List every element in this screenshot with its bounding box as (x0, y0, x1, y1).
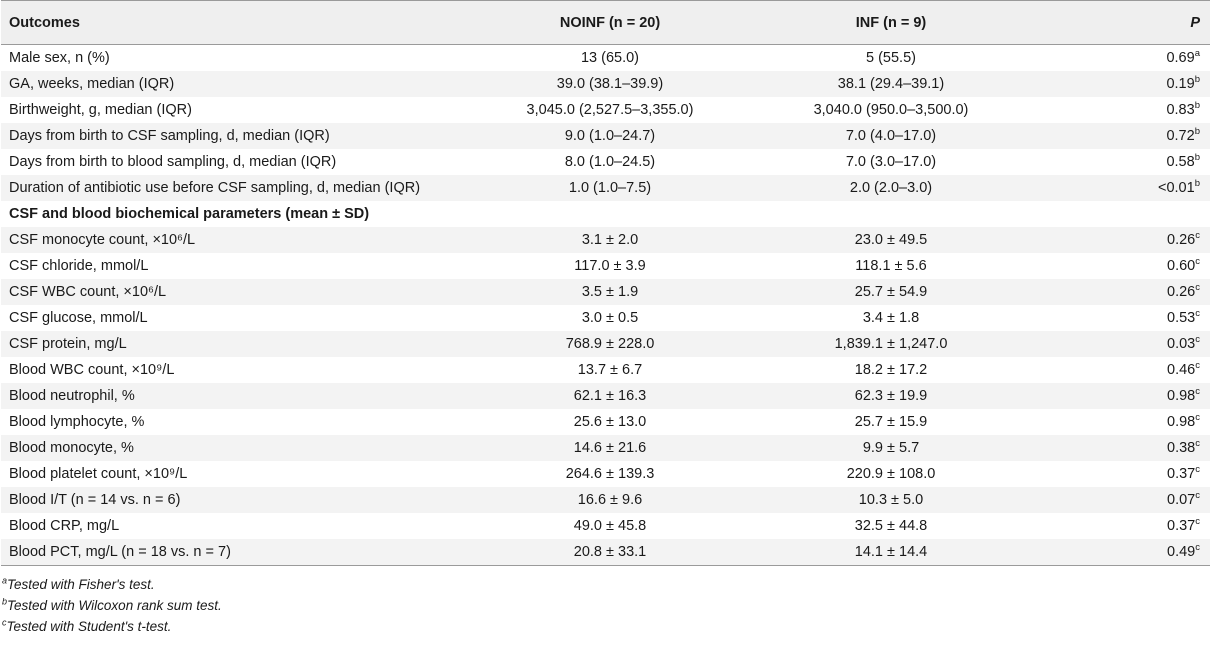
footnote-marker: b (1194, 152, 1200, 164)
footnote-marker: c (1195, 334, 1200, 346)
cell-noinf: 16.6 ± 9.6 (487, 487, 733, 513)
cell-p-value (1049, 97, 1210, 123)
cell-inf: 7.0 (3.0–17.0) (845, 154, 937, 170)
cell-inf: 38.1 (29.4–39.1) (733, 71, 1049, 97)
footnote-marker: c (1195, 360, 1200, 372)
footnote-marker: a (1194, 48, 1200, 60)
row-label: Blood PCT, mg/L (n = 18 vs. n = 7) (1, 539, 487, 566)
table-row (1, 97, 1210, 123)
row-label: Blood I/T (n = 14 vs. n = 6) (1, 487, 487, 513)
cell-p-value (1049, 539, 1210, 566)
cell-p-value (1049, 45, 1210, 72)
header-inf: INF (n = 9) (733, 1, 1049, 45)
cell-p-value (1049, 409, 1210, 435)
cell-inf (733, 201, 1049, 227)
table-row (1, 409, 1210, 435)
cell-p-value (1049, 513, 1210, 539)
cell-p-value (1049, 487, 1210, 513)
table-section-row (1, 201, 1210, 227)
cell-noinf: 39.0 (38.1–39.9) (487, 71, 733, 97)
footnote-marker: c (1195, 230, 1200, 242)
row-label: Male sex, n (%) (9, 50, 110, 66)
p-value: 0.98 (1167, 388, 1196, 404)
row-label: CSF and blood biochemical parameters (mean ± SD) (9, 206, 370, 222)
header-outcomes: Outcomes (1, 1, 487, 45)
cell-p-value (1049, 383, 1210, 409)
cell-inf: 10.3 ± 5.0 (733, 487, 1049, 513)
cell-inf: 220.9 ± 108.0 (846, 466, 936, 482)
cell-inf: 32.5 ± 44.8 (854, 518, 928, 534)
p-value: 0.26 (1167, 232, 1196, 248)
p-value: 0.37 (1167, 518, 1196, 534)
p-value: 0.07 (1167, 492, 1196, 508)
cell-p-value (1049, 201, 1210, 227)
table-row (1, 461, 1210, 487)
row-label: CSF monocyte count, ×10⁶/L (1, 227, 487, 253)
cell-noinf: 768.9 ± 228.0 (487, 331, 733, 357)
cell-p-value (1049, 279, 1210, 305)
cell-p-value (1049, 227, 1210, 253)
table-body (1, 45, 1210, 566)
cell-inf: 3.4 ± 1.8 (862, 310, 920, 326)
cell-inf: 3,040.0 (950.0–3,500.0) (813, 102, 969, 118)
cell-p-value (1049, 71, 1210, 97)
p-value: 0.46 (1167, 362, 1196, 378)
cell-noinf: 8.0 (1.0–24.5) (564, 154, 656, 170)
cell-noinf: 49.0 ± 45.8 (573, 518, 647, 534)
table-row (1, 435, 1210, 461)
row-label: Duration of antibiotic use before CSF sampling, d, median (IQR) (1, 175, 487, 201)
row-label: CSF glucose, mmol/L (9, 310, 148, 326)
row-label: Days from birth to blood sampling, d, median (IQR) (9, 154, 337, 170)
row-label: Blood neutrophil, % (1, 383, 487, 409)
footnote-mark: c (2, 617, 7, 628)
row-label: Blood lymphocyte, % (9, 414, 145, 430)
table-row (1, 539, 1210, 566)
footnote-mark: b (2, 596, 8, 607)
cell-p-value (1049, 149, 1210, 175)
p-value: 0.19 (1166, 76, 1195, 92)
footnote (2, 574, 1145, 595)
cell-inf: 25.7 ± 15.9 (854, 414, 928, 430)
p-value: 0.37 (1167, 466, 1196, 482)
table-header-row (1, 1, 1210, 45)
cell-inf: 118.1 ± 5.6 (855, 258, 927, 274)
p-value: 0.83 (1166, 102, 1195, 118)
p-value: 0.58 (1166, 154, 1195, 170)
p-value: 0.38 (1167, 440, 1196, 456)
table-row (1, 71, 1210, 97)
p-value: 0.26 (1167, 284, 1196, 300)
table-row (1, 279, 1210, 305)
p-value: 0.72 (1166, 128, 1195, 144)
cell-p-value (1049, 253, 1210, 279)
table-row (1, 357, 1210, 383)
footnote-marker: b (1194, 126, 1200, 138)
cell-inf: 2.0 (2.0–3.0) (733, 175, 1049, 201)
row-label: CSF chloride, mmol/L (9, 258, 149, 274)
cell-inf: 5 (55.5) (866, 50, 916, 66)
footnote-marker: c (1195, 516, 1200, 528)
footnote-marker: c (1195, 490, 1200, 502)
row-label: CSF protein, mg/L (1, 331, 487, 357)
footnote-marker: c (1195, 542, 1200, 554)
cell-noinf: 20.8 ± 33.1 (487, 539, 733, 566)
footnote-text: Tested with Student's t-test. (6, 619, 172, 634)
footnote-marker: c (1195, 412, 1200, 424)
header-noinf: NOINF (n = 20) (487, 1, 733, 45)
row-label: GA, weeks, median (IQR) (1, 71, 487, 97)
p-value: <0.01 (1158, 180, 1195, 196)
row-label: Blood platelet count, ×10⁹/L (9, 466, 188, 482)
footnote-marker: c (1195, 256, 1200, 268)
row-label: Blood CRP, mg/L (9, 518, 120, 534)
table-row (1, 383, 1210, 409)
table-row (1, 305, 1210, 331)
footnote (2, 616, 1145, 637)
cell-inf: 18.2 ± 17.2 (854, 362, 928, 378)
table-row (1, 331, 1210, 357)
footnote-marker: c (1195, 282, 1200, 294)
p-value: 0.69 (1166, 50, 1195, 66)
outcomes-table (1, 0, 1210, 566)
row-label: Blood monocyte, % (1, 435, 487, 461)
cell-noinf: 3.1 ± 2.0 (487, 227, 733, 253)
table-row (1, 123, 1210, 149)
cell-p-value (1049, 123, 1210, 149)
footnote-marker: b (1194, 100, 1200, 112)
header-p: P (1049, 1, 1210, 45)
footnote-marker: c (1195, 386, 1200, 398)
table-row (1, 175, 1210, 201)
cell-noinf: 25.6 ± 13.0 (573, 414, 647, 430)
cell-inf: 23.0 ± 49.5 (733, 227, 1049, 253)
cell-inf: 62.3 ± 19.9 (733, 383, 1049, 409)
table-row (1, 487, 1210, 513)
table-row (1, 253, 1210, 279)
row-label: Days from birth to CSF sampling, d, median (IQR) (1, 123, 487, 149)
cell-p-value (1049, 461, 1210, 487)
cell-noinf: 117.0 ± 3.9 (574, 258, 646, 274)
table-row (1, 45, 1210, 72)
cell-p-value (1049, 175, 1210, 201)
cell-noinf: 62.1 ± 16.3 (487, 383, 733, 409)
cell-noinf: 13.7 ± 6.7 (577, 362, 643, 378)
p-value: 0.60 (1167, 258, 1196, 274)
footnotes (2, 574, 1145, 637)
cell-noinf: 14.6 ± 21.6 (487, 435, 733, 461)
footnote-marker: c (1195, 438, 1200, 450)
footnote-text: Tested with Fisher's test. (7, 577, 155, 592)
cell-noinf: 3.0 ± 0.5 (581, 310, 639, 326)
footnote-mark: a (2, 575, 8, 586)
cell-noinf: 3,045.0 (2,527.5–3,355.0) (526, 102, 694, 118)
cell-p-value (1049, 305, 1210, 331)
cell-noinf: 1.0 (1.0–7.5) (487, 175, 733, 201)
cell-inf: 25.7 ± 54.9 (733, 279, 1049, 305)
p-value: 0.53 (1167, 310, 1196, 326)
cell-noinf: 264.6 ± 139.3 (565, 466, 655, 482)
table-row (1, 149, 1210, 175)
p-value: 0.03 (1167, 336, 1196, 352)
footnote-marker: b (1194, 74, 1200, 86)
row-label: Birthweight, g, median (IQR) (9, 102, 192, 118)
table-row (1, 513, 1210, 539)
cell-inf: 1,839.1 ± 1,247.0 (733, 331, 1049, 357)
cell-noinf (487, 201, 733, 227)
row-label: Blood WBC count, ×10⁹/L (9, 362, 175, 378)
footnote-marker: c (1195, 464, 1200, 476)
cell-inf: 9.9 ± 5.7 (733, 435, 1049, 461)
footnote-marker: c (1195, 308, 1200, 320)
row-label: CSF WBC count, ×10⁶/L (1, 279, 487, 305)
cell-inf: 7.0 (4.0–17.0) (733, 123, 1049, 149)
p-value: 0.98 (1167, 414, 1196, 430)
footnote (2, 595, 1145, 616)
footnote-text: Tested with Wilcoxon rank sum test. (7, 598, 222, 613)
p-value: 0.49 (1167, 544, 1196, 560)
cell-noinf: 3.5 ± 1.9 (487, 279, 733, 305)
cell-p-value (1049, 357, 1210, 383)
cell-noinf: 13 (65.0) (580, 50, 640, 66)
cell-inf: 14.1 ± 14.4 (733, 539, 1049, 566)
cell-noinf: 9.0 (1.0–24.7) (487, 123, 733, 149)
cell-p-value (1049, 331, 1210, 357)
table-row (1, 227, 1210, 253)
cell-p-value (1049, 435, 1210, 461)
footnote-marker: b (1194, 178, 1200, 190)
